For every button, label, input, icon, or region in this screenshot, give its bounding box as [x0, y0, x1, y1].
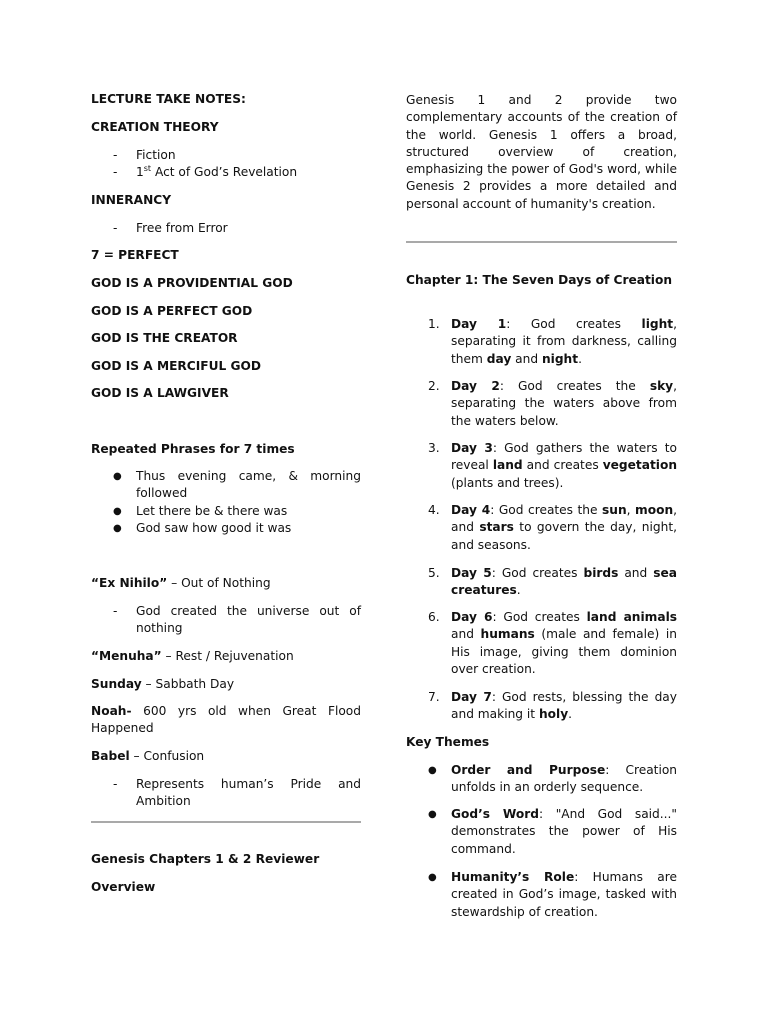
noah-line: Noah- 600 yrs old when Great Flood Happened — [91, 704, 361, 736]
menuha-line: “Menuha” – Rest / Rejuvenation — [91, 649, 294, 663]
statement: GOD IS A PERFECT GOD — [91, 304, 253, 318]
statement: GOD IS A LAWGIVER — [91, 386, 229, 400]
repeated-heading: Repeated Phrases for 7 times — [91, 442, 295, 456]
statement: 7 = PERFECT — [91, 248, 179, 262]
right-column: Genesis 1 and 2 provide two complementary accounts of the creation of the world. Genesis 1 offers a broad, structured overview of creation, emphasizing the power of God's word, while Genesis 2 provides a more detailed and personal account of humanity's creation. Chapter 1: The Seven Days of Creation 1. Day 1: God creates light, separating it from darkness, calling them day and night. 2. Day 2: God creates the sky, separating the waters above from the waters below. 3. Day 3: God gathers the waters to reveal land and creates vegetation (plants and trees). 4. Day 4: God creates the sun, moon, and stars to govern the day, night, and seasons. 5. Day 5: God creates birds and sea creatures. 6. Day 6: God creates land animals and humans (male and female) in His image, giving them dominion over creation. 7. Day 7: God rests, blessing the day and making it holy. Key Themes ● Order and Purpose: Creation unfolds in an orderly sequence. ● God’s Word: "And God said..." demonstrates the power of His command. ● Humanity’s Role: Humans are created in God’s image, tasked with stewardship of creation. — [406, 93, 678, 919]
intro-paragraph: Genesis 1 and 2 provide two complementary accounts of the creation of the world. Genesis 1 offers a broad, structured overview of creation, emphasizing the power of God's word, while Genesis 2 provides a more detailed and personal account of humanity's creation. — [406, 93, 677, 211]
reviewer-title: Genesis Chapters 1 & 2 Reviewer — [91, 852, 320, 866]
divider — [406, 241, 677, 243]
babel-line: Babel – Confusion — [91, 749, 205, 763]
overview-heading: Overview — [91, 880, 156, 894]
statement: GOD IS A MERCIFUL GOD — [91, 359, 261, 373]
chapter-title: Chapter 1: The Seven Days of Creation — [406, 273, 673, 287]
lecture-title: LECTURE TAKE NOTES: — [91, 92, 246, 106]
key-themes-heading: Key Themes — [406, 735, 490, 749]
divider — [91, 821, 361, 823]
left-column: LECTURE TAKE NOTES: CREATION THEORY - Fiction - 1st Act of God’s Revelation INNERANCY - Free from Error 7 = PERFECT GOD IS A PROVIDENTIAL GOD GOD IS A PERFECT GOD GOD IS THE CREATOR GOD IS A MERCIFUL GOD GOD IS A LAWGIVER Repeated Phrases for 7 times ● Thus evening came, & morning followed ● Let there be & there was ● God saw how good it was “Ex Nihilo” – Out of Nothing - God created the universe out of nothing “Menuha” – Rest / Rejuvenation Sunday – Sabbath Day Noah- 600 yrs old when Great Flood Happened Babel – Confusion - Represents human’s Pride and Ambition Genesis Chapters 1 & 2 Reviewer Overview — [91, 0, 361, 1024]
ex-nihilo-line: “Ex Nihilo” – Out of Nothing — [91, 576, 271, 590]
statement: GOD IS THE CREATOR — [91, 331, 238, 345]
statement: GOD IS A PROVIDENTIAL GOD — [91, 276, 293, 290]
sunday-line: Sunday – Sabbath Day — [91, 677, 235, 691]
creation-theory-heading: CREATION THEORY — [91, 120, 219, 134]
innerancy-heading: INNERANCY — [91, 193, 172, 207]
